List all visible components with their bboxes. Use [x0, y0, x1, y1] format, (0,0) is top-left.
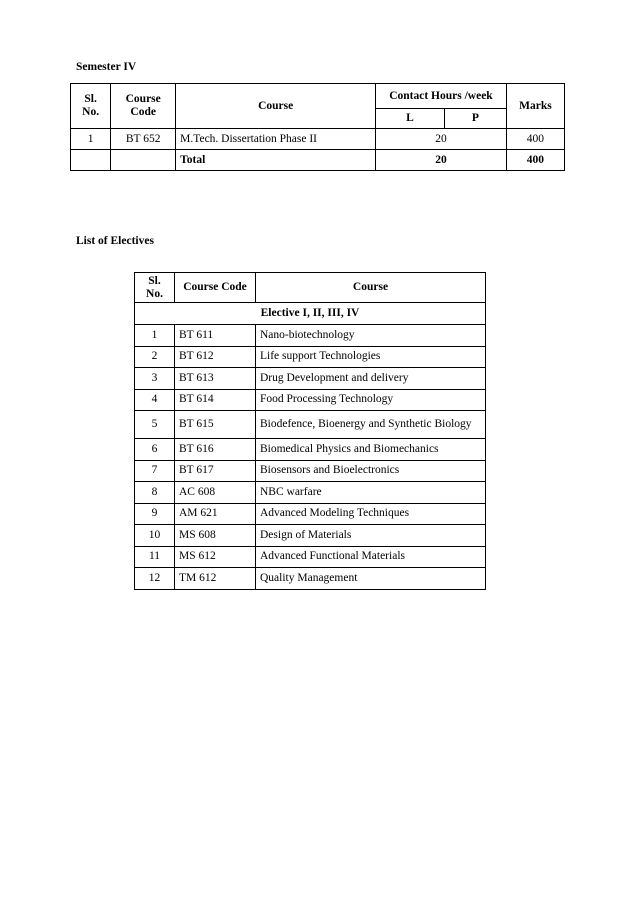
- cell-code: BT 617: [175, 460, 256, 482]
- cell-code: BT 652: [111, 129, 176, 150]
- cell-course: Advanced Modeling Techniques: [256, 503, 486, 525]
- header-sl-no: Sl. No.: [135, 273, 175, 303]
- header-course: Course: [176, 84, 376, 129]
- cell-code: AM 621: [175, 503, 256, 525]
- cell-sl: 7: [135, 460, 175, 482]
- header-course-code: Course Code: [175, 273, 256, 303]
- cell-course: Advanced Functional Materials: [256, 546, 486, 568]
- cell-course: Biodefence, Bioenergy and Synthetic Biology: [256, 411, 486, 439]
- cell-code: MS 612: [175, 546, 256, 568]
- cell-sl: 2: [135, 346, 175, 368]
- header-contact-hours: Contact Hours /week: [376, 84, 507, 109]
- cell-code: BT 613: [175, 368, 256, 390]
- header-p: P: [444, 109, 506, 129]
- cell-sl: 8: [135, 482, 175, 504]
- cell-course: NBC warfare: [256, 482, 486, 504]
- semester-table: [70, 83, 565, 171]
- cell-sl: 11: [135, 546, 175, 568]
- cell-course: Biosensors and Bioelectronics: [256, 460, 486, 482]
- table-row: [135, 439, 486, 461]
- header-course: Course: [256, 273, 486, 303]
- table-row: [135, 368, 486, 390]
- cell-course: Biomedical Physics and Biomechanics: [256, 439, 486, 461]
- cell-code: BT 615: [175, 411, 256, 439]
- cell-sl: 3: [135, 368, 175, 390]
- table-row: [135, 389, 486, 411]
- total-marks: 400: [506, 150, 564, 171]
- cell-sl: 6: [135, 439, 175, 461]
- table-row: [135, 503, 486, 525]
- cell-sl: 1: [135, 325, 175, 347]
- cell-sl: 10: [135, 525, 175, 547]
- header-l: L: [376, 109, 445, 129]
- cell-code: BT 614: [175, 389, 256, 411]
- cell-course: Nano-biotechnology: [256, 325, 486, 347]
- header-marks: Marks: [506, 84, 564, 129]
- cell-code: TM 612: [175, 568, 256, 590]
- cell-course: Quality Management: [256, 568, 486, 590]
- table-row: [135, 460, 486, 482]
- table-row: [135, 325, 486, 347]
- elective-group-title: Elective I, II, III, IV: [135, 303, 486, 325]
- cell-code: BT 616: [175, 439, 256, 461]
- table-row: [135, 482, 486, 504]
- semester-heading: Semester IV: [76, 61, 137, 73]
- cell-course: Drug Development and delivery: [256, 368, 486, 390]
- table-row: [135, 346, 486, 368]
- table-row: [135, 411, 486, 439]
- total-label: Total: [176, 150, 376, 171]
- electives-table: [134, 272, 486, 590]
- header-course-code: Course Code: [111, 84, 176, 129]
- cell-sl: 5: [135, 411, 175, 439]
- cell-course: Food Processing Technology: [256, 389, 486, 411]
- cell-course: Design of Materials: [256, 525, 486, 547]
- table-row: [71, 129, 565, 150]
- cell-marks: 400: [506, 129, 564, 150]
- cell-sl: 1: [71, 129, 111, 150]
- cell-hours: 20: [376, 129, 507, 150]
- total-hours: 20: [376, 150, 507, 171]
- cell-code: BT 611: [175, 325, 256, 347]
- cell-code: AC 608: [175, 482, 256, 504]
- cell-course: M.Tech. Dissertation Phase II: [176, 129, 376, 150]
- table-row: [135, 546, 486, 568]
- cell-course: Life support Technologies: [256, 346, 486, 368]
- cell-code: MS 608: [175, 525, 256, 547]
- cell-code: BT 612: [175, 346, 256, 368]
- table-row: [135, 525, 486, 547]
- electives-heading: List of Electives: [76, 235, 154, 247]
- cell-sl: 12: [135, 568, 175, 590]
- cell-sl: 4: [135, 389, 175, 411]
- total-row: [71, 150, 565, 171]
- table-row: [135, 568, 486, 590]
- header-sl-no: Sl. No.: [71, 84, 111, 129]
- cell-sl: 9: [135, 503, 175, 525]
